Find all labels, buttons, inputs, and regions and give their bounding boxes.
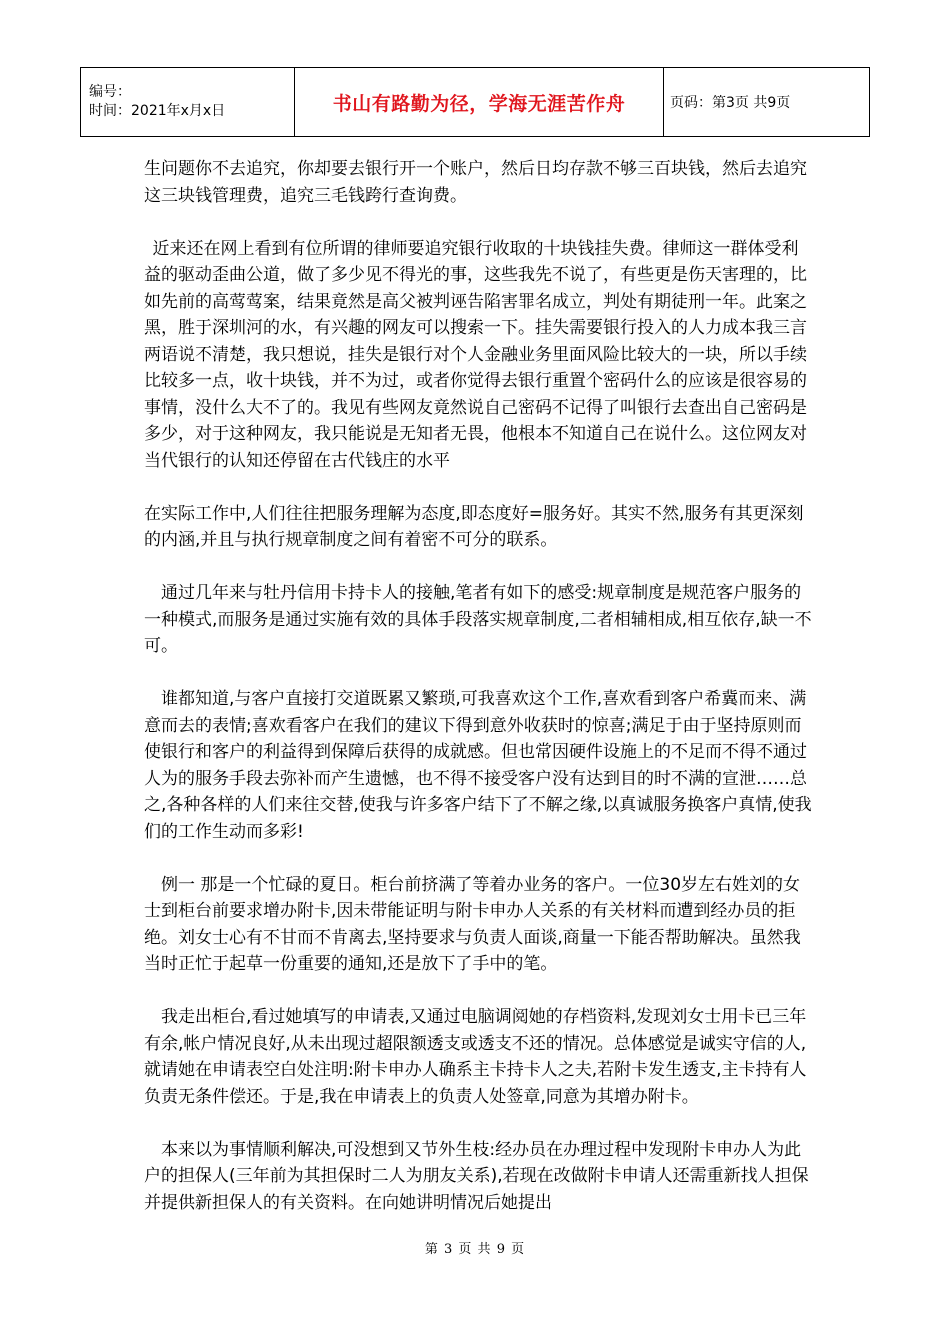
paragraph-1: 生问题你不去追究，你却要去银行开一个账户，然后日均存款不够三百块钱，然后去追究这三块钱管理费，追究三毛钱跨行查询费。	[144, 159, 807, 206]
page-info: 页码：第3页 共9页	[670, 95, 791, 111]
paragraph-4: 通过几年来与牡丹信用卡持卡人的接触,笔者有如下的感受:规章制度是规范客户服务的一种模式,而服务是通过实施有效的具体手段落实规章制度,二者相辅相成,相互依存,缺一不可。	[144, 583, 812, 656]
page-footer: 第 3 页 共 9 页	[424, 1242, 526, 1257]
serial-label: 编号：	[89, 84, 131, 100]
motto: 书山有路勤为径，学海无涯苦作舟	[332, 92, 626, 115]
paragraph-6: 例一 那是一个忙碌的夏日。柜台前挤满了等着办业务的客户。一位30岁左右姓刘的女士到柜台前要求增办附卡,因未带能证明与附卡申办人关系的有关材料而遭到经办员的拒绝。刘女士心有不甘而不肯离去,坚持要求与负责人面谈,商量一下能否帮助解决。虽然我当时正忙于起草一份重要的通知,还是放下了手中的笔。	[144, 874, 801, 974]
header-page-cell	[664, 68, 870, 137]
document-body	[144, 156, 812, 1243]
paragraph-7: 我走出柜台,看过她填写的申请表,又通过电脑调阅她的存档资料,发现刘女士用卡已三年有余,帐户情况良好,从未出现过超限额透支或透支不还的情况。总体感觉是诚实守信的人,就请她在申请表空白处注明:附卡申办人确系主卡持卡人之夫,若附卡发生透支,主卡持有人负责无条件偿还。于是,我在申请表上的负责人处签章,同意为其增办附卡。	[144, 1007, 807, 1107]
date-label: 时间：2021年x月x日	[89, 103, 226, 119]
document-header	[80, 67, 870, 137]
header-motto-cell	[295, 68, 664, 137]
paragraph-5: 谁都知道,与客户直接打交道既累又繁琐,可我喜欢这个工作,喜欢看到客户希冀而来、满意而去的表情;喜欢看客户在我们的建议下得到意外收获时的惊喜;满足于由于坚持原则而使银行和客户的利益得到保障后获得的成就感。但也常因硬件设施上的不足而不得不通过人为的服务手段去弥补而产生遗憾，也不得不接受客户没有达到目的时不满的宣泄……总之,各种各样的人们来往交替,使我与许多客户结下了不解之缘,以真诚服务换客户真情,使我们的工作生动而多彩!	[144, 689, 812, 842]
paragraph-2: 近来还在网上看到有位所谓的律师要追究银行收取的十块钱挂失费。律师这一群体受利益的驱动歪曲公道，做了多少见不得光的事，这些我先不说了，有些更是伤天害理的，比如先前的高莺莺案，结果竟然是高父被判诬告陷害罪名成立，判处有期徒刑一年。此案之黑，胜于深圳河的水，有兴趣的网友可以搜索一下。挂失需要银行投入的人力成本我三言两语说不清楚，我只想说，挂失是银行对个人金融业务里面风险比较大的一块，所以手续比较多一点，收十块钱，并不为过，或者你觉得去银行重置个密码什么的应该是很容易的事情，没什么大不了的。我见有些网友竟然说自己密码不记得了叫银行去查出自己密码是多少，对于这种网友，我只能说是无知者无畏，他根本不知道自己在说什么。这位网友对当代银行的认知还停留在古代钱庄的水平	[144, 238, 807, 471]
paragraph-3: 在实际工作中,人们往往把服务理解为态度,即态度好=服务好。其实不然,服务有其更深刻的内涵,并且与执行规章制度之间有着密不可分的联系。	[144, 503, 804, 550]
header-meta-cell	[81, 68, 295, 137]
paragraph-8: 本来以为事情顺利解决,可没想到又节外生枝:经办员在办理过程中发现附卡申办人为此户的担保人(三年前为其担保时二人为朋友关系),若现在改做附卡申请人还需重新找人担保并提供新担保人的有关资料。在向她讲明情况后她提出	[144, 1139, 809, 1213]
